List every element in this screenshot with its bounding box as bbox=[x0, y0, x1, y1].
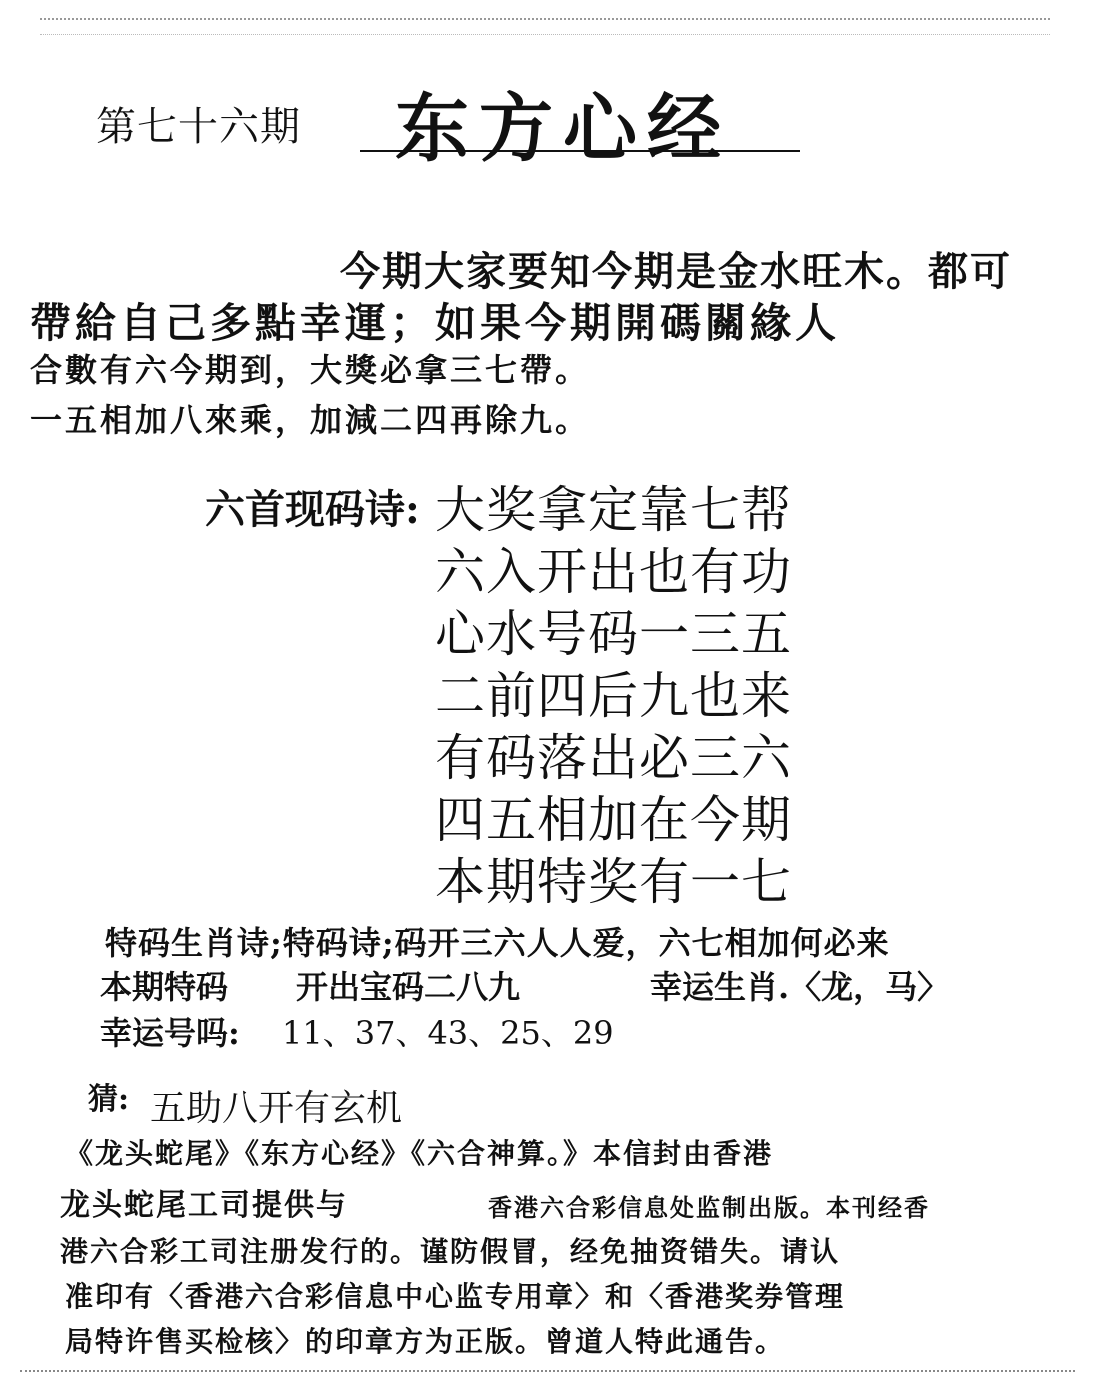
poem-line: 有码落出必三六 bbox=[435, 729, 792, 787]
intro-line-2: 帶給自己多點幸運；如果今期開碼關緣人 bbox=[30, 299, 840, 347]
notice-line-1: 《龙头蛇尾》《东方心经》《六合神算。》本信封由香港 bbox=[65, 1137, 774, 1170]
poem-line: 心水号码一三五 bbox=[435, 605, 792, 663]
lucky-zodiac: 幸运生肖.〈龙，马〉 bbox=[650, 968, 950, 1006]
lucky-numbers-label: 幸运号吗: bbox=[100, 1014, 240, 1052]
guess-text: 五助八开有玄机 bbox=[150, 1088, 403, 1129]
title-underline bbox=[360, 150, 800, 152]
poem-line: 大奖拿定靠七帮 bbox=[435, 481, 792, 539]
notice-line-4: 准印有〈香港六合彩信息中心监专用章〉和〈香港奖券管理 bbox=[65, 1280, 846, 1313]
notice-line-2b: 香港六合彩信息处监制出版。本刊经香 bbox=[488, 1193, 930, 1222]
intro-line-3: 合數有六今期到，大獎必拿三七帶。 bbox=[30, 351, 591, 389]
poem-label: 六首现码诗: bbox=[205, 486, 420, 533]
tema-label: 本期特码 bbox=[100, 968, 229, 1006]
top-dotted-rule-secondary bbox=[40, 34, 1050, 35]
intro-line-4: 一五相加八來乘，加減二四再除九。 bbox=[30, 401, 591, 439]
poem-line: 六入开出也有功 bbox=[435, 543, 792, 601]
intro-line-1: 今期大家要知今期是金水旺木。都可 bbox=[340, 248, 1012, 295]
page-title: 东方心经 bbox=[395, 86, 731, 172]
lucky-numbers: 11、37、43、25、29 bbox=[282, 1014, 614, 1052]
notice-line-3: 港六合彩工司注册发行的。谨防假冒，经免抽资错失。请认 bbox=[60, 1235, 841, 1268]
notice-line-5: 局特许售买检核〉的印章方为正版。曾道人特此通告。 bbox=[65, 1325, 786, 1358]
zodiac-poem: 特码生肖诗;特码诗;码开三六人人爱，六七相加何必来 bbox=[105, 924, 890, 962]
poem-line: 二前四后九也来 bbox=[435, 667, 792, 725]
bottom-dotted-rule bbox=[20, 1370, 1075, 1372]
poem-line: 本期特奖有一七 bbox=[435, 853, 792, 911]
notice-line-2a: 龙头蛇尾工司提供与 bbox=[60, 1188, 348, 1223]
guess-label: 猜: bbox=[88, 1082, 130, 1117]
issue-number: 第七十六期 bbox=[96, 104, 301, 150]
tema-value: 开出宝码二八九 bbox=[296, 968, 521, 1006]
poem-line: 四五相加在今期 bbox=[435, 791, 792, 849]
top-dotted-rule bbox=[40, 18, 1050, 20]
